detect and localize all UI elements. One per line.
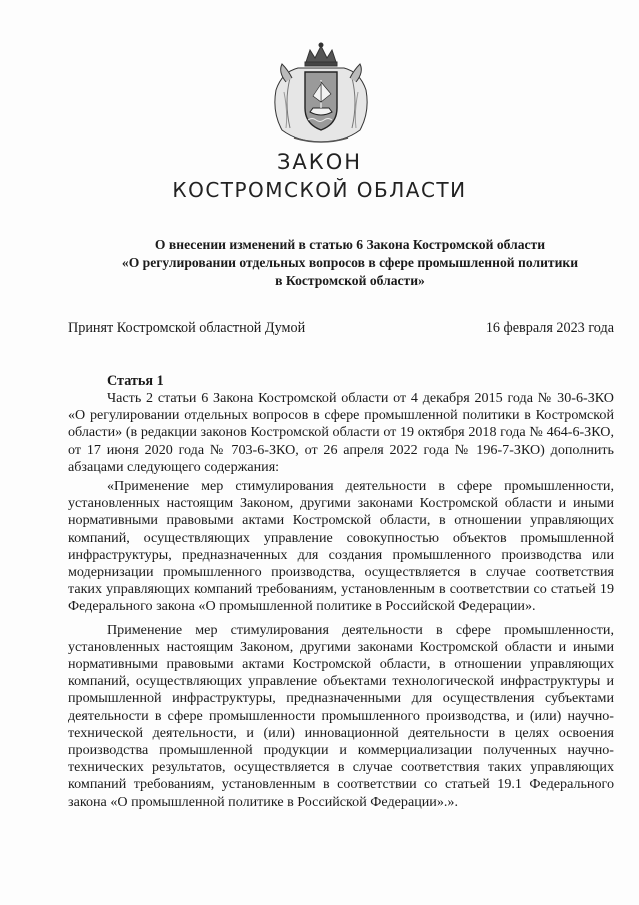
article-paragraph-2: Применение мер стимулирования деятельности в сфере промышленности, установленных настоящим Законом, другими законами Костромской области и иными нормативными правовыми актами Костромской области, в отношении управляющих компаний, осуществляющих управление объектами технологической инфраструктуры и промышленной инфраструктуры, предназначенными для осуществления субъектами деятельности в сфере промышленности промышленного производства, и (или) научно-технической деятельности, и (или) инновационной деятельности в целях освоения производства промышленной продукции и коммерциализации полученных научно-технических результатов, осуществляется в случае соответствия таких управляющих компаний требованиям, установленным в соответствии со статьей 19.1 Федерального закона «О промышленной политике в Российской Федерации».».: [68, 621, 614, 810]
title-line-3: в Костромской области»: [275, 273, 425, 288]
article-intro-paragraph: Часть 2 статьи 6 Закона Костромской области от 4 декабря 2015 года № 30-6-ЗКО «О регулировании отдельных вопросов в сфере промышленной политики в Костромской области» (в редакции законов Костромской области от 19 октября 2018 года № 464-6-ЗКО, от 17 июня 2020 года № 703-6-ЗКО, от 26 апреля 2022 года № 196-7-ЗКО) дополнить абзацами следующего содержания:: [68, 390, 614, 475]
document-title: [60, 236, 639, 290]
article-body: [68, 390, 614, 813]
adoption-date: 16 февраля 2023 года: [485, 320, 614, 336]
article-paragraph-1: «Применение мер стимулирования деятельности в сфере промышленности, установленных настоящим Законом, другими законами Костромской области и иными нормативными правовыми актами Костромской области, в отношении управляющих компаний, осуществляющих управление совокупностью объектов промышленной инфраструктуры, предназначенных для создания промышленного производства или модернизации промышленного производства, осуществляется в случае соответствия таких управляющих компаний требованиям, установленным в соответствии со статьей 19 Федерального закона «О промышленной политике в Российской Федерации».: [68, 478, 614, 615]
title-line-2: «О регулировании отдельных вопросов в сфере промышленной политики: [121, 255, 579, 270]
title-line-1: О внесении изменений в статью 6 Закона Костромской области: [154, 237, 546, 252]
law-heading: ЗАКОН: [276, 150, 363, 174]
region-heading: КОСТРОМСКОЙ ОБЛАСТИ: [172, 178, 467, 202]
adopted-by: Принят Костромской областной Думой: [68, 320, 306, 336]
coat-of-arms-icon: [268, 42, 374, 146]
article-heading: Статья 1: [107, 373, 164, 389]
